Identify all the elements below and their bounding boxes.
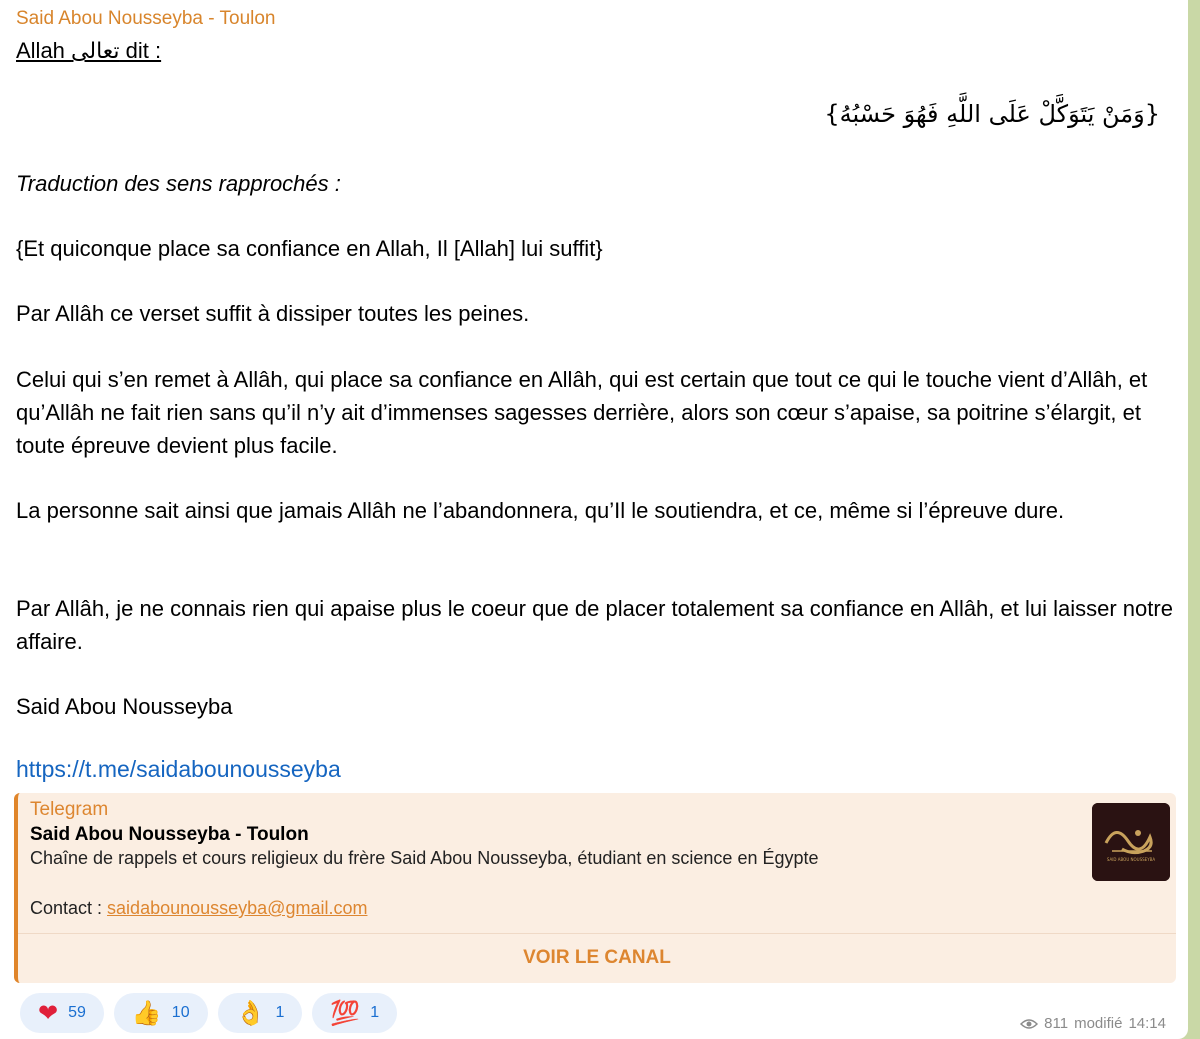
- paragraph-4: Par Allâh, je ne connais rien qui apaise plus le coeur que de placer totalement sa confiance en Allâh, et lui laisser notre affaire.: [16, 596, 1173, 654]
- preview-description: Chaîne de rappels et cours religieux du frère Said Abou Nousseyba, étudiant en science en Égypte: [30, 848, 819, 868]
- reaction-thumbs-up[interactable]: [114, 993, 208, 1033]
- thumbs-up-icon: 👍: [131, 999, 162, 1027]
- channel-thumbnail: [1092, 803, 1170, 881]
- arabic-verse: {وَمَنْ يَتَوَكَّلْ عَلَى اللَّهِ فَهُوَ حَسْبُهُ}: [824, 100, 1160, 128]
- reaction-count: 1: [370, 1004, 380, 1021]
- ok-hand-icon: 👌: [235, 999, 266, 1027]
- edited-label: modifié: [1074, 1015, 1123, 1032]
- timestamp: 14:14: [1128, 1015, 1166, 1032]
- signature: Said Abou Nousseyba: [16, 694, 233, 719]
- channel-name[interactable]: Said Abou Nousseyba - Toulon: [16, 8, 276, 29]
- contact-label: Contact :: [30, 898, 108, 918]
- reaction-ok-hand[interactable]: [218, 993, 303, 1033]
- preview-contact: [30, 898, 367, 919]
- reaction-heart[interactable]: [20, 993, 104, 1033]
- contact-email-link[interactable]: saidabounousseyba@gmail.com: [107, 898, 368, 918]
- reaction-hundred[interactable]: [312, 993, 397, 1033]
- preview-title: Said Abou Nousseyba - Toulon: [30, 824, 309, 845]
- reaction-count: 10: [171, 1004, 190, 1021]
- view-channel-button[interactable]: VOIR LE CANAL: [523, 947, 671, 968]
- eye-icon: [1020, 1018, 1038, 1030]
- reactions-bar: [20, 993, 397, 1033]
- message-meta: [1020, 1015, 1166, 1032]
- thumbnail-caption: SAID ABOU NOUSSEYBA: [1106, 857, 1156, 862]
- reaction-count: 1: [275, 1004, 285, 1021]
- paragraph-3: La personne sait ainsi que jamais Allâh ne l’abandonnera, qu’Il le soutiendra, et ce, même si l’épreuve dure.: [16, 498, 1065, 523]
- channel-link[interactable]: https://t.me/saidabounousseyba: [16, 756, 341, 782]
- hundred-points-icon: 💯: [330, 999, 361, 1027]
- preview-site-name: Telegram: [30, 799, 109, 820]
- post-heading: Allah تعالى dit :: [16, 38, 162, 63]
- translation-text: {Et quiconque place sa confiance en Allah, Il [Allah] lui suffit}: [16, 236, 603, 261]
- translation-label: Traduction des sens rapprochés :: [16, 171, 341, 196]
- reaction-count: 59: [68, 1004, 86, 1021]
- link-preview[interactable]: [14, 793, 1176, 983]
- paragraph-2: Celui qui s’en remet à Allâh, qui place sa confiance en Allâh, qui est certain que tout ce qui le touche vient d’Allâh, et qu’Allâh ne fait rien sans qu’il n’y ait d’immenses sagesses derrière, alors son cœur s’apaise, sa poitrine s’élargit, et toute épreuve devient plus facile.: [16, 367, 1148, 458]
- view-count: 811: [1044, 1015, 1069, 1032]
- preview-divider: [18, 933, 1176, 934]
- heart-icon: ❤: [38, 999, 59, 1027]
- paragraph-1: Par Allâh ce verset suffit à dissiper toutes les peines.: [16, 301, 530, 326]
